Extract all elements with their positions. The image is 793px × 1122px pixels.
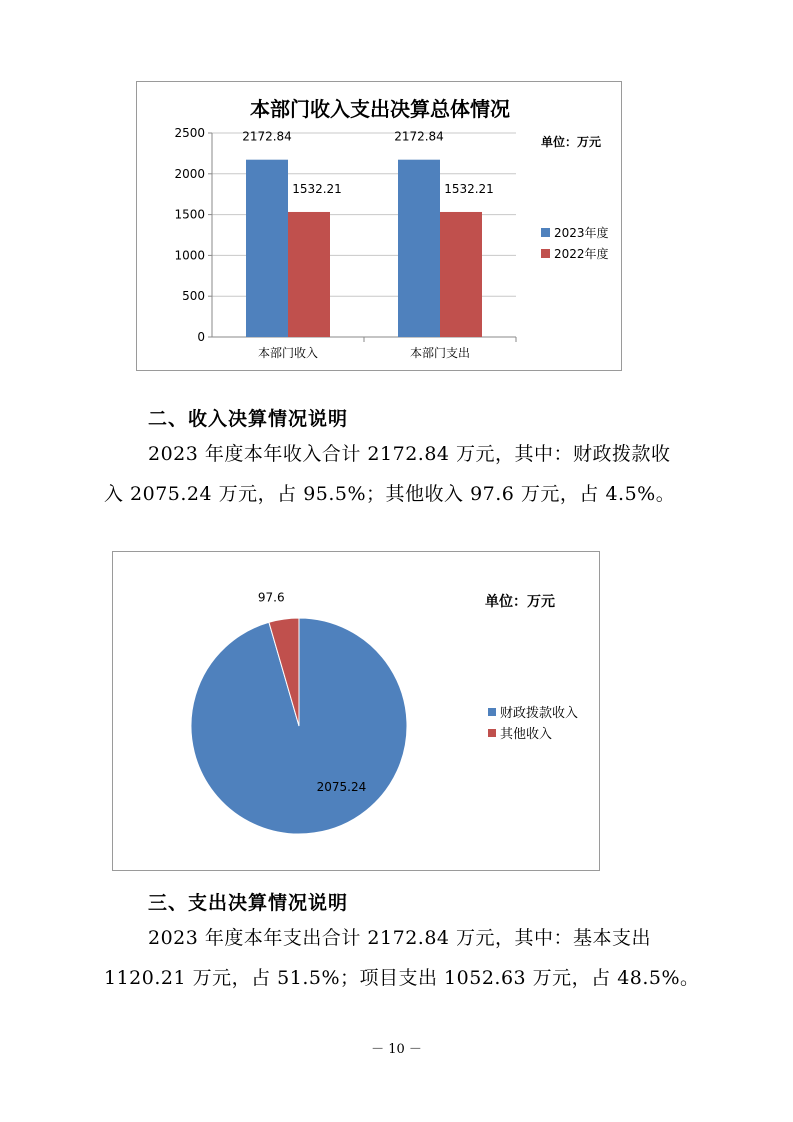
expense-section-heading: 三、支出决算情况说明 (148, 892, 349, 914)
bar-y-tick-label: 1000 (174, 248, 205, 263)
pie-legend-label: 财政拨款收入 (500, 706, 579, 721)
bar-2022-expense (440, 212, 482, 337)
pie-chart-frame (112, 551, 600, 871)
bar-legend-swatch (541, 249, 550, 258)
bar-chart (137, 82, 621, 370)
income-section-heading: 二、收入决算情况说明 (148, 408, 349, 430)
bar-chart-title: 本部门收入支出决算总体情况 (250, 97, 510, 121)
pie-legend-swatch (488, 708, 496, 716)
bar-2023-expense (398, 160, 440, 337)
bar-data-label: 1532.21 (292, 181, 342, 196)
income-paragraph (104, 434, 704, 514)
pie-legend-label: 其他收入 (500, 727, 553, 742)
pie-data-label: 97.6 (257, 590, 285, 605)
bar-data-label: 2172.84 (242, 129, 292, 144)
bar-data-label: 1532.21 (444, 181, 494, 196)
bar-chart-unit-label: 单位：万元 (541, 135, 602, 149)
pie-legend-swatch (488, 729, 496, 737)
bar-legend-label: 2022年度 (554, 247, 609, 261)
bar-legend-label: 2023年度 (554, 226, 609, 240)
income-line-1: 2023 年度本年收入合计 2172.84 万元，其中：财政拨款收 (148, 443, 671, 465)
expense-line-2: 1120.21 万元，占 51.5%；项目支出 1052.63 万元，占 48.5%。 (104, 967, 700, 989)
bar-y-tick-label: 2500 (174, 126, 205, 140)
pie-data-label: 2075.24 (316, 780, 367, 795)
bar-x-category-label: 本部门收入 (257, 346, 319, 360)
bar-y-tick-label: 1500 (174, 207, 205, 222)
bar-data-label: 2172.84 (394, 129, 444, 144)
page-number: － 10 － (371, 1042, 422, 1057)
expense-line-1: 2023 年度本年支出合计 2172.84 万元，其中：基本支出 (148, 927, 652, 949)
pie-chart-unit-label: 单位：万元 (485, 594, 555, 610)
pie-chart (113, 552, 599, 870)
bar-x-category-label: 本部门支出 (409, 346, 471, 360)
bar-chart-frame (136, 81, 622, 371)
income-line-2: 入 2075.24 万元，占 95.5%；其他收入 97.6 万元，占 4.5%。 (104, 483, 676, 505)
bar-y-tick-label: 500 (182, 289, 205, 304)
bar-y-tick-label: 2000 (174, 166, 205, 181)
bar-legend-swatch (541, 228, 550, 237)
expense-paragraph (104, 918, 704, 998)
bar-2023-income (246, 160, 288, 337)
bar-y-tick-label: 0 (197, 330, 205, 344)
bar-2022-income (288, 212, 330, 337)
